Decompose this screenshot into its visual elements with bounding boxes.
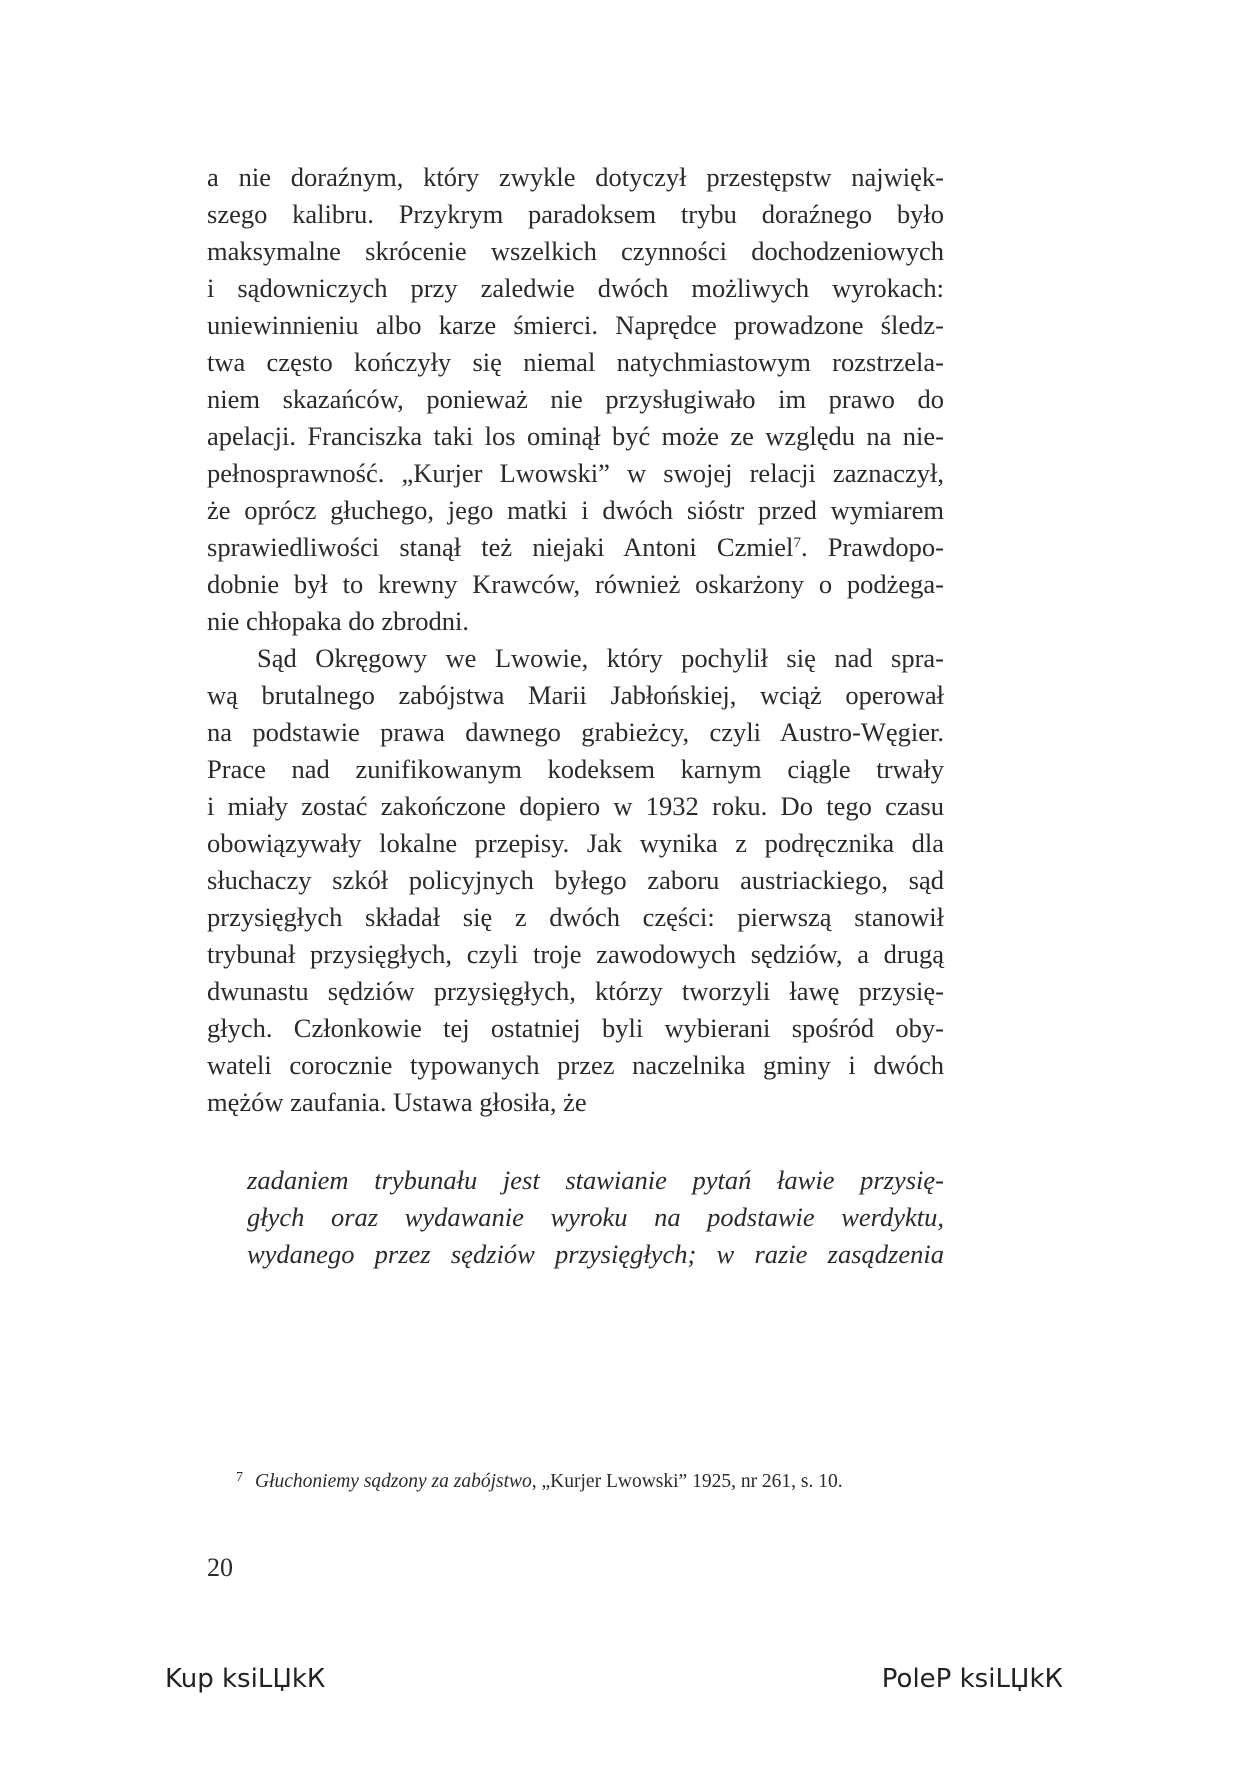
footnote-reference: 7 bbox=[793, 535, 801, 551]
text-line: na podstawie prawa dawnego grabieżcy, czyli Austro-Węgier. bbox=[207, 717, 944, 747]
text-line: Sąd Okręgowy we Lwowie, który pochylił się nad spra- bbox=[257, 643, 944, 673]
text-line: a nie doraźnym, który zwykle dotyczył przestępstw najwięk- bbox=[207, 162, 944, 192]
text-line: wateli corocznie typowanych przez naczelnika gminy i dwóch bbox=[207, 1050, 944, 1080]
text-line: przysięgłych składał się z dwóch części: pierwszą stanowił bbox=[207, 902, 944, 932]
quote-line: wydanego przez sędziów przysięgłych; w razie zasądzenia bbox=[247, 1239, 944, 1269]
buy-book-link[interactable]: Kup ksiLЏkК bbox=[165, 1664, 326, 1694]
footnote-source: , „Kurjer Lwowski” 1925, nr 261, s. 10. bbox=[531, 1471, 843, 1492]
page-number: 20 bbox=[207, 1553, 233, 1582]
text-segment: . Prawdopo- bbox=[800, 532, 944, 562]
text-line: maksymalne skrócenie wszelkich czynności dochodzeniowych bbox=[207, 236, 944, 266]
text-line: i sądowniczych przy zaledwie dwóch możliwych wyrokach: bbox=[207, 273, 944, 303]
text-line: dobnie był to krewny Krawców, również oskarżony o podżega- bbox=[207, 569, 944, 599]
text-line: Prace nad zunifikowanym kodeksem karnym ciągle trwały bbox=[207, 754, 944, 784]
text-line: uniewinnieniu albo karze śmierci. Naprędce prowadzone śledz- bbox=[207, 310, 944, 340]
text-line: wą brutalnego zabójstwa Marii Jabłońskiej, wciąż operował bbox=[207, 680, 944, 710]
text-line: i miały zostać zakończone dopiero w 1932 roku. Do tego czasu bbox=[207, 791, 944, 821]
quote-line: głych oraz wydawanie wyroku na podstawie werdyktu, bbox=[247, 1202, 944, 1232]
recommend-book-link[interactable]: PoleР ksiLЏkК bbox=[881, 1664, 1063, 1694]
text-line-with-footnote bbox=[207, 532, 944, 562]
text-line: obowiązywały lokalne przepisy. Jak wynika z podręcznika dla bbox=[207, 828, 944, 858]
text-line: dwunastu sędziów przysięgłych, którzy tworzyli ławę przysię- bbox=[207, 976, 944, 1006]
text-line: szego kalibru. Przykrym paradoksem trybu doraźnego było bbox=[207, 199, 944, 229]
text-line: trybunał przysięgłych, czyli troje zawodowych sędziów, a drugą bbox=[207, 939, 944, 969]
text-line: słuchaczy szkół policyjnych byłego zaboru austriackiego, sąd bbox=[207, 865, 944, 895]
text-line: apelacji. Franciszka taki los ominął być może ze względu na nie- bbox=[207, 421, 944, 451]
text-line: niem skazańców, ponieważ nie przysługiwało im prawo do bbox=[207, 384, 944, 414]
footnote-title: Głuchoniemy sądzony za zabójstwo bbox=[255, 1471, 532, 1492]
quote-line: zadaniem trybunału jest stawianie pytań ławie przysię- bbox=[247, 1165, 944, 1195]
text-line: nie chłopaka do zbrodni. bbox=[207, 606, 469, 636]
text-line: że oprócz głuchego, jego matki i dwóch sióstr przed wymiarem bbox=[207, 495, 944, 525]
text-line: mężów zaufania. Ustawa głosiła, że bbox=[207, 1087, 587, 1117]
text-line: głych. Członkowie tej ostatniej byli wybierani spośród oby- bbox=[207, 1013, 944, 1043]
text-line: pełnosprawność. „Kurjer Lwowski” w swojej relacji zaznaczył, bbox=[207, 458, 944, 488]
text-segment: sprawiedliwości stanął też niejaki Antoni Czmiel bbox=[207, 532, 794, 562]
footnote-number: 7 bbox=[236, 1470, 243, 1485]
footnote bbox=[236, 1466, 944, 1494]
text-line: twa często kończyły się niemal natychmiastowym rozstrzela- bbox=[207, 347, 944, 377]
